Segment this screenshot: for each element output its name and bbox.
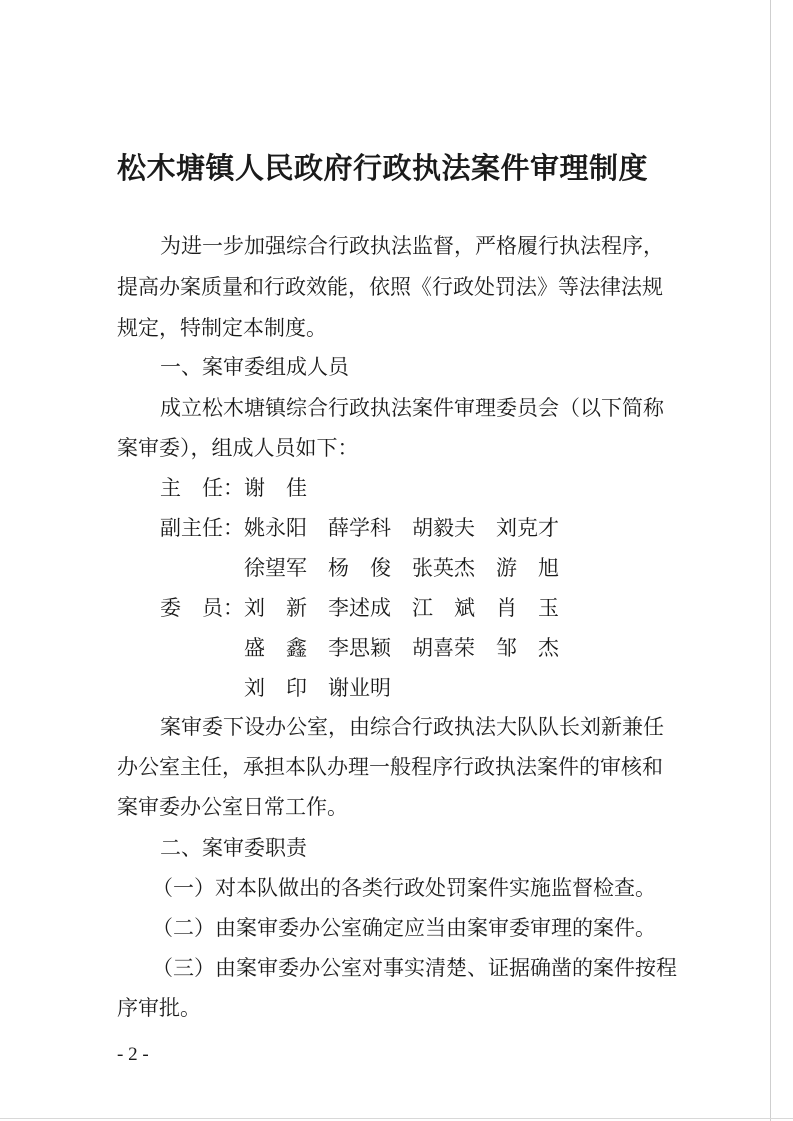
section-1-para-line-2: 案审委），组成人员如下： bbox=[117, 436, 359, 460]
member-name: 盛 鑫 bbox=[244, 636, 307, 660]
duty-3-line-1: （三）由案审委办公室对事实清楚、证据确凿的案件按程 bbox=[152, 956, 677, 980]
director-label: 主 任： bbox=[160, 476, 244, 500]
member-name: 邹 杰 bbox=[496, 636, 559, 660]
member-name: 李思颖 bbox=[328, 636, 391, 660]
deputy-name: 张英杰 bbox=[412, 556, 475, 580]
deputy-name: 徐望军 bbox=[244, 556, 307, 580]
member-name: 谢业明 bbox=[328, 676, 391, 700]
member-name: 李述成 bbox=[328, 596, 391, 620]
duty-1: （一）对本队做出的各类行政处罚案件实施监督检查。 bbox=[152, 876, 656, 900]
deputy-name: 薛学科 bbox=[328, 516, 391, 540]
member-name: 肖 玉 bbox=[496, 596, 559, 620]
director-name: 谢 佳 bbox=[244, 476, 307, 500]
member-name: 江 斌 bbox=[412, 596, 475, 620]
intro-line-3: 规定，特制定本制度。 bbox=[117, 316, 327, 340]
duty-3-line-2: 序审批。 bbox=[117, 996, 201, 1020]
office-line-3: 案审委办公室日常工作。 bbox=[117, 795, 348, 819]
deputy-label: 副主任： bbox=[160, 516, 244, 540]
member-name: 胡喜荣 bbox=[412, 636, 475, 660]
section-1-heading: 一、案审委组成人员 bbox=[160, 355, 349, 379]
page-edge-bottom bbox=[0, 1118, 793, 1119]
section-1-para-line-1: 成立松木塘镇综合行政执法案件审理委员会（以下简称 bbox=[160, 396, 664, 420]
deputy-name: 胡毅夫 bbox=[412, 516, 475, 540]
deputy-name: 游 旭 bbox=[496, 556, 559, 580]
office-line-2: 办公室主任，承担本队办理一般程序行政执法案件的审核和 bbox=[117, 755, 663, 779]
members-label: 委 员： bbox=[160, 596, 244, 620]
intro-line-2: 提高办案质量和行政效能，依照《行政处罚法》等法律法规 bbox=[117, 275, 663, 299]
office-line-1: 案审委下设办公室，由综合行政执法大队队长刘新兼任 bbox=[160, 715, 664, 739]
duty-2: （二）由案审委办公室确定应当由案审委审理的案件。 bbox=[152, 916, 656, 940]
intro-line-1: 为进一步加强综合行政执法监督，严格履行执法程序， bbox=[160, 234, 664, 258]
deputy-name: 刘克才 bbox=[496, 516, 559, 540]
deputy-name: 杨 俊 bbox=[328, 556, 391, 580]
deputy-name: 姚永阳 bbox=[244, 516, 307, 540]
page-number: - 2 - bbox=[117, 1044, 149, 1065]
section-2-heading: 二、案审委职责 bbox=[160, 836, 307, 860]
member-name: 刘 新 bbox=[244, 596, 307, 620]
member-name: 刘 印 bbox=[244, 676, 307, 700]
page-edge-right bbox=[770, 0, 771, 1121]
document-title: 松木塘镇人民政府行政执法案件审理制度 bbox=[117, 151, 649, 185]
